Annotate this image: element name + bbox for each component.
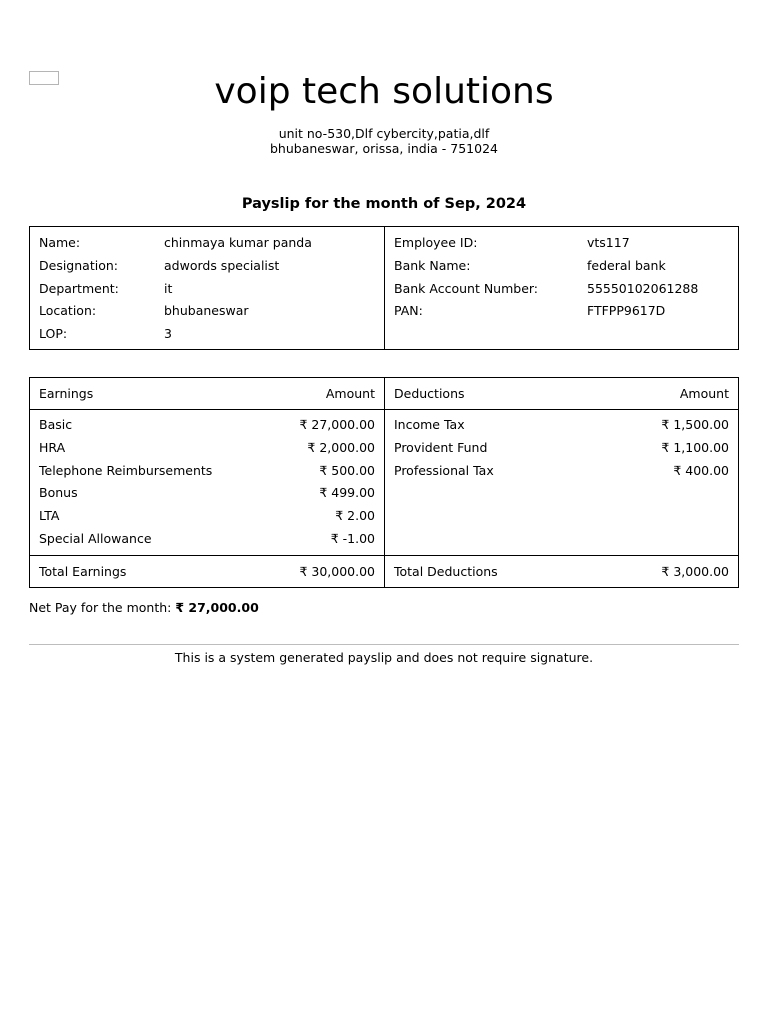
payslip-title: Payslip for the month of Sep, 2024: [241, 196, 527, 212]
info-row-employee-id: [394, 235, 738, 258]
deduction-label: Professional Tax: [394, 462, 494, 478]
info-row-location: [39, 303, 384, 326]
info-label: LOP:: [39, 326, 68, 341]
info-row-bank-name: [394, 258, 738, 281]
earnings-column: [30, 378, 385, 587]
deductions-column: [385, 378, 738, 587]
deductions-header: [385, 378, 738, 410]
earning-label: Special Allowance: [39, 530, 152, 546]
earning-amount: ₹ 2,000.00: [307, 439, 375, 455]
info-value: chinmaya kumar panda: [164, 235, 312, 250]
info-value: 55550102061288: [587, 280, 699, 296]
total-earnings-amount: ₹ 30,000.00: [299, 564, 375, 579]
footer-note: This is a system generated payslip and does not require signature.: [174, 650, 594, 665]
footer-divider: [29, 644, 739, 645]
address-line-1: unit no-530,Dlf cybercity,patia,dlf: [278, 126, 490, 141]
earnings-deductions-table: [29, 377, 739, 588]
info-value: federal bank: [587, 257, 666, 273]
deduction-amount: ₹ 1,100.00: [661, 439, 729, 455]
earning-amount: ₹ 27,000.00: [299, 417, 375, 432]
company-address: [0, 126, 768, 156]
employee-info-left: [30, 227, 385, 349]
employee-info-right: [385, 227, 738, 349]
table-row: [30, 508, 384, 531]
total-deductions-amount: ₹ 3,000.00: [661, 564, 729, 579]
earnings-header-label: Earnings: [39, 386, 94, 401]
earning-label: LTA: [39, 508, 60, 523]
deduction-amount: ₹ 400.00: [673, 462, 729, 478]
table-row: [385, 463, 738, 486]
deduction-label: Income Tax: [394, 417, 465, 432]
table-row: [385, 417, 738, 440]
table-row: [30, 531, 384, 554]
info-label: Department:: [39, 280, 119, 296]
company-name: voip tech solutions: [214, 71, 554, 112]
employee-info-table: [29, 226, 739, 350]
earning-label: HRA: [39, 439, 66, 455]
earnings-amount-header: Amount: [325, 386, 375, 401]
info-row-lop: [39, 326, 384, 349]
table-row: [30, 485, 384, 508]
earning-amount: ₹ -1.00: [330, 530, 375, 546]
info-value: FTFPP9617D: [587, 303, 666, 319]
deduction-amount: ₹ 1,500.00: [661, 417, 729, 432]
earnings-body: [30, 410, 384, 555]
net-pay: [29, 600, 259, 616]
net-pay-amount: ₹ 27,000.00: [175, 600, 259, 615]
info-row-designation: [39, 258, 384, 281]
deductions-amount-header: Amount: [679, 386, 729, 401]
net-pay-label: Net Pay for the month:: [29, 600, 172, 615]
info-label: Designation:: [39, 257, 118, 273]
info-value: bhubaneswar: [164, 303, 249, 319]
earning-amount: ₹ 2.00: [335, 508, 375, 523]
table-row: [30, 417, 384, 440]
info-value: 3: [164, 326, 172, 341]
total-earnings-row: [30, 555, 384, 587]
info-row-name: [39, 235, 384, 258]
info-row-bank-account: [394, 281, 738, 304]
earning-label: Telephone Reimbursements: [39, 462, 213, 478]
total-deductions-label: Total Deductions: [394, 564, 498, 579]
info-row-department: [39, 281, 384, 304]
info-value: adwords specialist: [164, 257, 280, 273]
info-value: it: [164, 280, 173, 296]
info-row-pan: [394, 303, 738, 326]
earning-label: Basic: [39, 417, 73, 432]
address-line-2: bhubaneswar, orissa, india - 751024: [270, 141, 498, 156]
table-row: [385, 440, 738, 463]
info-label: Employee ID:: [394, 235, 478, 250]
earning-label: Bonus: [39, 485, 78, 501]
total-earnings-label: Total Earnings: [39, 564, 127, 579]
deductions-body: [385, 410, 738, 555]
info-label: PAN:: [394, 303, 423, 319]
info-label: Bank Name:: [394, 257, 471, 273]
total-deductions-row: [385, 555, 738, 587]
earnings-header: [30, 378, 384, 410]
earning-amount: ₹ 500.00: [319, 462, 375, 478]
table-row: [30, 463, 384, 486]
earning-amount: ₹ 499.00: [319, 485, 375, 501]
info-value: vts117: [587, 235, 630, 250]
table-row: [30, 440, 384, 463]
info-label: Name:: [39, 235, 81, 250]
info-label: Location:: [39, 303, 97, 319]
info-label: Bank Account Number:: [394, 280, 539, 296]
deduction-label: Provident Fund: [394, 439, 488, 455]
deductions-header-label: Deductions: [394, 386, 465, 401]
